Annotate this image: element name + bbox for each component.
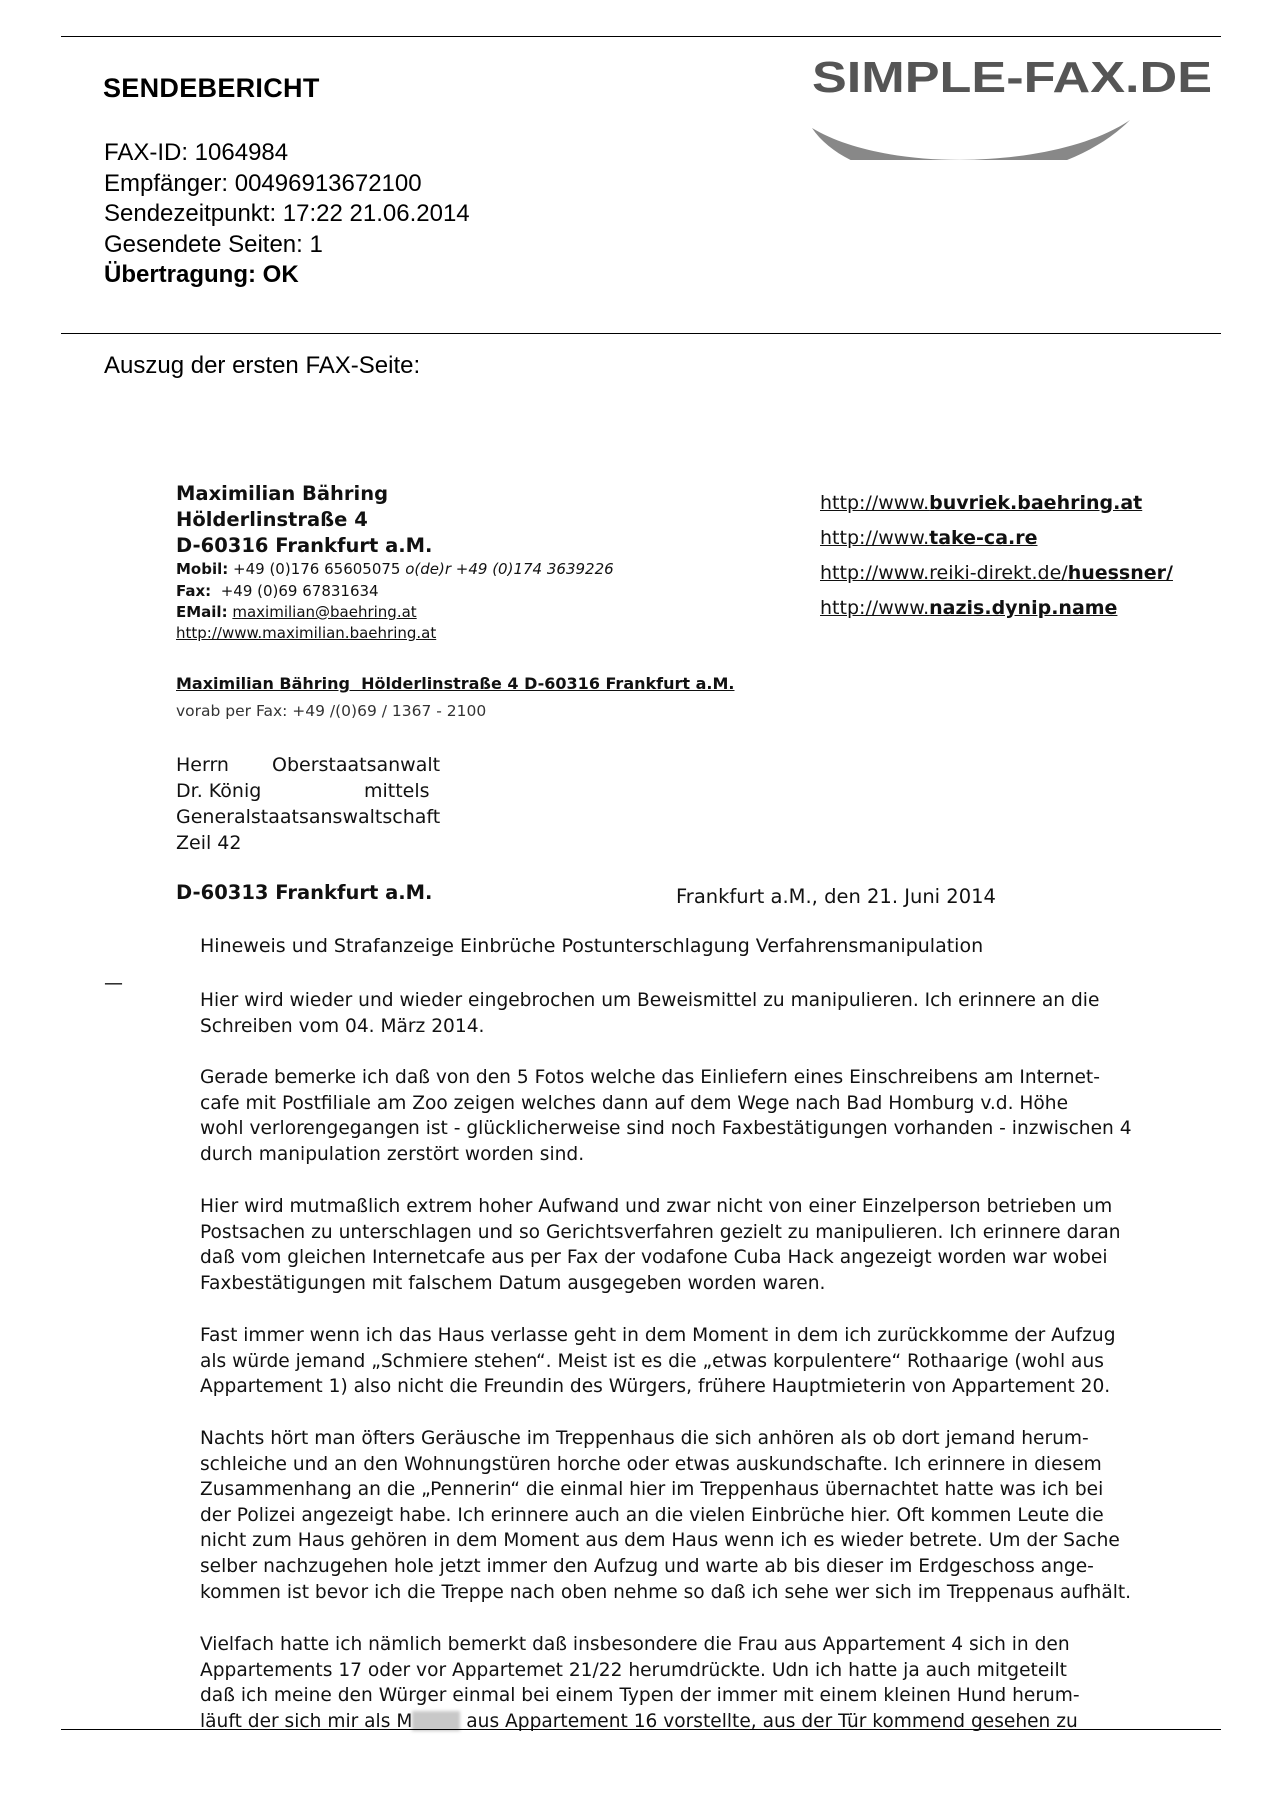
fold-mark: — xyxy=(104,972,123,994)
mobil-label: Mobil: xyxy=(176,560,229,578)
paragraph-6 xyxy=(200,1632,1130,1734)
sender-city: D-60316 Frankfurt a.M. xyxy=(176,534,433,557)
sender-fax xyxy=(176,582,379,600)
recipient-line-4: Zeil 42 xyxy=(176,832,242,854)
text-line: nicht zum Haus gehören in dem Moment aus dem Haus wenn ich es wieder betrete. Um der Sache xyxy=(200,1530,1120,1552)
text-line: Schreiben vom 04. März 2014. xyxy=(200,1015,485,1037)
report-title: SENDEBERICHT xyxy=(103,73,320,103)
paragraph-2 xyxy=(200,1065,1130,1167)
link-2: http://www.take-ca.re xyxy=(820,527,1038,549)
text-line: kommen ist bevor ich die Treppe nach oben nehme so daß ich sehe wer sich im Treppenaus aufhält. xyxy=(200,1581,1132,1603)
sender-website: http://www.maximilian.baehring.at xyxy=(176,624,437,642)
recipient-zip-city: D-60313 Frankfurt a.M. xyxy=(176,881,433,904)
recipient-line-3: Generalstaatsanswaltschaft xyxy=(176,806,441,828)
text-line: daß vom gleichen Internetcafe aus per Fax der vodafone Cuba Hack angezeigt worden war wobei xyxy=(200,1247,1108,1269)
text-line: Appartements 17 oder vor Appartemet 21/22 herumdrückte. Udn ich hatte ja auch mitgeteilt xyxy=(200,1659,1067,1681)
email-label: EMail: xyxy=(176,603,228,621)
text-line: als würde jemand „Schmiere stehen“. Meist ist es die „etwas korpulentere“ Rothaarige (wohl aus xyxy=(200,1350,1104,1372)
recipient-line-2: Dr. König mittels xyxy=(176,780,430,802)
date-line: Frankfurt a.M., den 21. Juni 2014 xyxy=(676,885,996,908)
paragraph-4 xyxy=(200,1323,1130,1400)
text-line: Hier wird mutmaßlich extrem hoher Aufwand und zwar nicht von einer Einzelperson betrieben um xyxy=(200,1196,1113,1217)
text-line: cafe mit Postfiliale am Zoo zeigen welches dann auf dem Wege nach Bad Homburg v.d. Höhe xyxy=(200,1092,1069,1114)
text-line: wohl verlorengegangen ist - glücklicherweise sind noch Faxbestätigungen vorhanden - inzwischen 4 xyxy=(200,1118,1132,1140)
simple-fax-logo xyxy=(800,50,1220,160)
mobil-alt: o(de)r +49 (0)174 3639226 xyxy=(405,560,614,578)
text-line: durch manipulation zerstört worden sind. xyxy=(200,1143,585,1165)
sender-street: Hölderlinstraße 4 xyxy=(176,508,368,531)
return-address: Maximilian Bähring Hölderlinstraße 4 D-60316 Frankfurt a.M. xyxy=(176,674,735,693)
fax-label: Fax: xyxy=(176,582,212,600)
text-line: Vielfach hatte ich nämlich bemerkt daß insbesondere die Frau aus Appartement 4 sich in den xyxy=(200,1634,1070,1655)
section-rule xyxy=(61,333,1221,334)
link-3: http://www.reiki-direkt.de/huessner/ xyxy=(820,562,1173,584)
top-rule xyxy=(61,36,1221,37)
sender-mobil xyxy=(176,560,614,578)
text-line: Postsachen zu unterschlagen und so Gerichtsverfahren gezielt zu manipulieren. Ich erinnere daran xyxy=(200,1221,1121,1243)
mobil-value: +49 (0)176 65605075 xyxy=(228,560,406,578)
email-link: maximilian@baehring.at xyxy=(232,603,417,621)
logo-text: SIMPLE-FAX.DE xyxy=(812,53,1212,102)
fax-id: FAX-ID: 1064984 xyxy=(104,139,289,166)
sender-email xyxy=(176,603,417,621)
redaction-blur xyxy=(412,1711,460,1731)
text-line: Nachts hört man öfters Geräusche im Treppenhaus die sich anhören als ob dort jemand herum- xyxy=(200,1428,1089,1449)
paragraph-1 xyxy=(200,988,1130,1039)
pages-sent: Gesendete Seiten: 1 xyxy=(104,231,323,258)
sender-name: Maximilian Bähring xyxy=(176,482,389,505)
link-1: http://www.buvriek.baehring.at xyxy=(820,492,1143,514)
text-line: Zusammenhang an die „Pennerin“ die einmal hier im Treppenhaus übernachtet hatte was ich bei xyxy=(200,1479,1104,1501)
text-line: selber nachzugehen hole jetzt immer den Aufzug und warte ab bis dieser im Erdgeschoss ange- xyxy=(200,1555,1094,1577)
text-line: der Polizei angezeigt habe. Ich erinnere auch an die vielen Einbrüche hier. Oft kommen Leute die xyxy=(200,1504,1104,1526)
paragraph-5 xyxy=(200,1426,1130,1605)
subject-line: Hineweis und Strafanzeige Einbrüche Postunterschlagung Verfahrensmanipulation xyxy=(200,935,984,957)
send-time: Sendezeitpunkt: 17:22 21.06.2014 xyxy=(104,200,470,227)
fax-value: +49 (0)69 67831634 xyxy=(211,582,379,600)
text-line: schleiche und an den Wohnungstüren horche oder etwas auskundschafte. Ich erinnere in diesem xyxy=(200,1453,1102,1475)
text-line: Fast immer wenn ich das Haus verlasse geht in dem Moment in dem ich zurückkomme der Aufzug xyxy=(200,1325,1116,1346)
text-line: Hier wird wieder und wieder eingebrochen um Beweismittel zu manipulieren. Ich erinnere an die xyxy=(200,990,1100,1011)
text-line: Appartement 1) also nicht die Freundin des Würgers, frühere Hauptmieterin von Appartement 20. xyxy=(200,1376,1111,1398)
paragraph-3 xyxy=(200,1194,1130,1296)
transmission-status: Übertragung: OK xyxy=(104,261,299,288)
recipient-line-1: Herrn Oberstaatsanwalt xyxy=(176,754,441,776)
link-4: http://www.nazis.dynip.name xyxy=(820,597,1118,619)
excerpt-label: Auszug der ersten FAX-Seite: xyxy=(104,352,421,379)
text-line-truncated: läuft der sich mir als M aus Appartement 16 vorstellte, aus der Tür kommend gesehen zu xyxy=(200,1710,1078,1732)
vorab-fax: vorab per Fax: +49 /(0)69 / 1367 - 2100 xyxy=(176,702,487,720)
text-line: daß ich meine den Würger einmal bei einem Typen der immer mit einem kleinen Hund herum- xyxy=(200,1685,1080,1707)
text-line: Gerade bemerke ich daß von den 5 Fotos welche das Einliefern eines Einschreibens am Internet- xyxy=(200,1067,1100,1088)
text-line: Faxbestätigungen mit falschem Datum ausgegeben worden waren. xyxy=(200,1272,826,1294)
recipient-number: Empfänger: 00496913672100 xyxy=(104,170,422,197)
bottom-rule xyxy=(61,1729,1221,1730)
